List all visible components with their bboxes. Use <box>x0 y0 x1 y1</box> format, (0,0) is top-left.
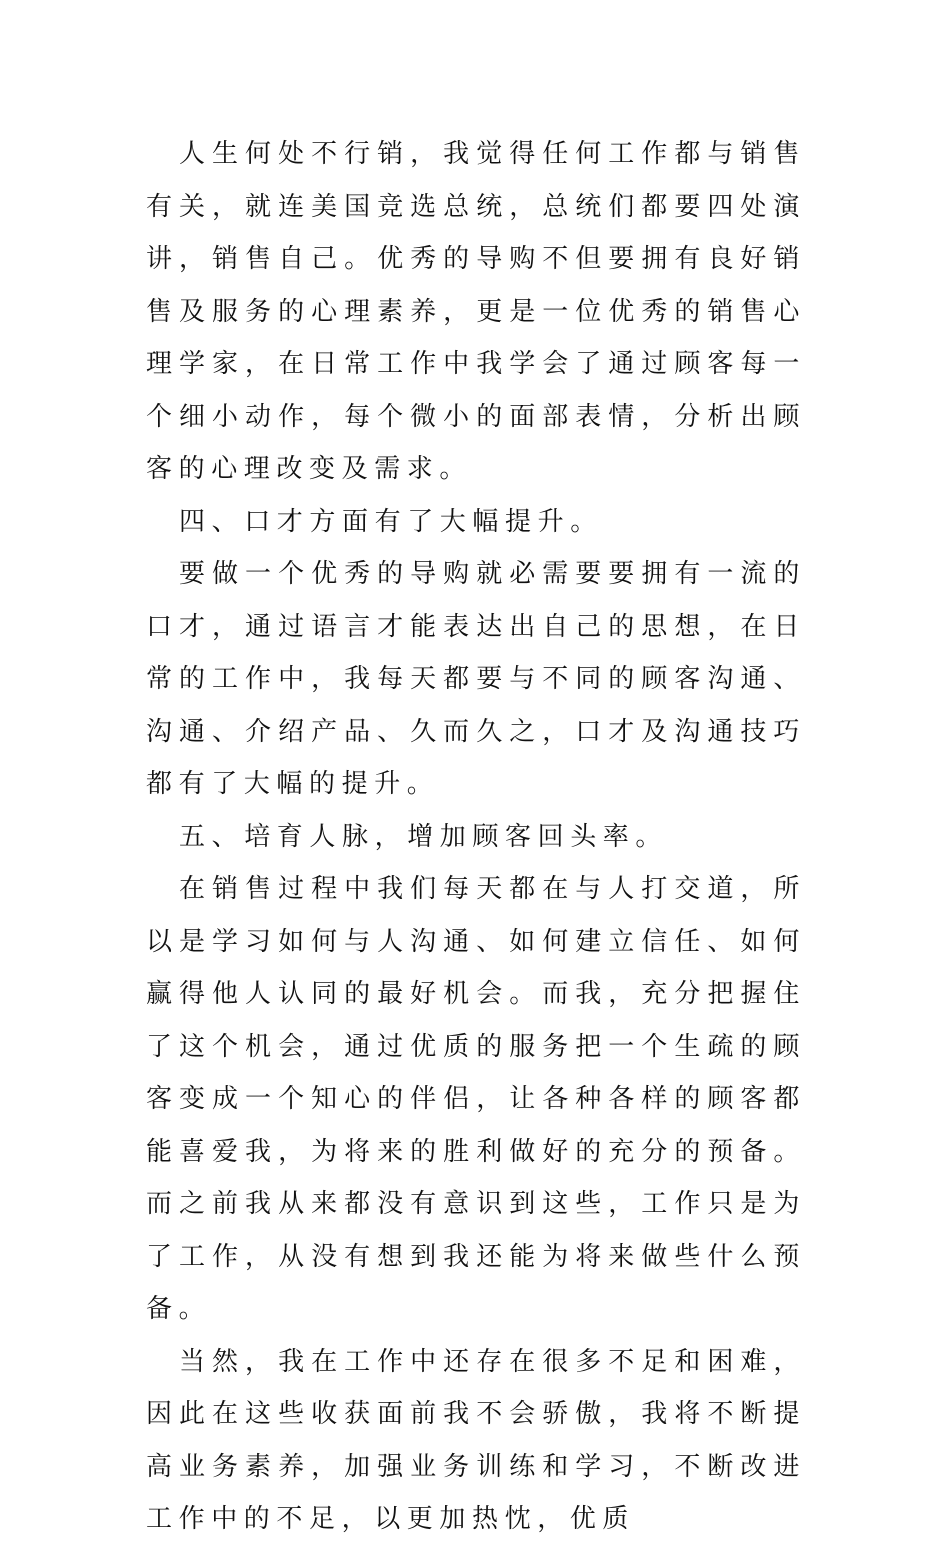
document-body <box>146 128 806 1546</box>
paragraph-eloquence: 要做一个优秀的导购就必需要要拥有一流的口才，通过语言才能表达出自己的思想，在日常的工作中，我每天都要与不同的顾客沟通、沟通、介绍产品、久而久之，口才及沟通技巧都有了大幅的提升。 <box>146 559 806 799</box>
paragraph-sales-psychology: 人生何处不行销，我觉得任何工作都与销售有关，就连美国竞选总统，总统们都要四处演讲，销售自己。优秀的导购不但要拥有良好销售及服务的心理素养，更是一位优秀的销售心理学家，在日常工作中我学会了通过顾客每一个细小动作，每个微小的面部表情，分析出顾客的心理改变及需求。 <box>146 139 806 484</box>
paragraph-conclusion: 当然，我在工作中还存在很多不足和困难，因此在这些收获面前我不会骄傲，我将不断提高业务素养，加强业务训练和学习，不断改进工作中的不足，以更加热忱，优质 <box>146 1346 806 1534</box>
heading-eloquence: 四、口才方面有了大幅提升。 <box>179 506 603 537</box>
heading-network: 五、培育人脉，增加顾客回头率。 <box>179 821 669 852</box>
paragraph-network: 在销售过程中我们每天都在与人打交道，所以是学习如何与人沟通、如何建立信任、如何赢得他人认同的最好机会。而我，充分把握住了这个机会，通过优质的服务把一个生疏的顾客变成一个知心的伴侣，让各种各样的顾客都能喜爱我，为将来的胜利做好的充分的预备。而之前我从来都没有意识到这些，工作只是为了工作，从没有想到我还能为将来做些什么预备。 <box>146 874 806 1324</box>
